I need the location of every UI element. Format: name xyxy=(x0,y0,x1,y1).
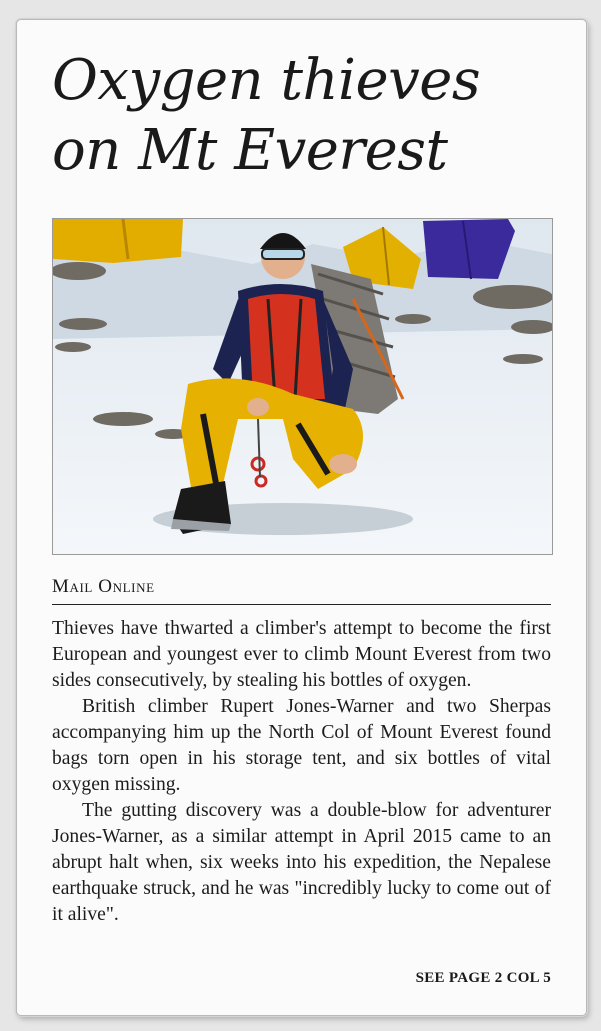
article-source: Mail Online xyxy=(52,576,155,597)
continuation-note: SEE PAGE 2 COL 5 xyxy=(415,970,551,986)
headline-line-1: Oxygen thieves xyxy=(52,48,481,113)
article-paragraph-1: Thieves have thwarted a climber's attempt to become the first European and youngest ever to climb Mount Everest from two sides consecutively, by stealing his bottles of oxygen. xyxy=(52,618,551,691)
headline-line-2: on Mt Everest xyxy=(52,118,448,183)
source-divider xyxy=(52,604,551,605)
article-paragraph-3: The gutting discovery was a double-blow for adventurer Jones-Warner, as a similar attempt in April 2015 came to an abrupt halt when, six weeks into his expedition, the Nepalese earthquake struck, and he was "incredibly lucky to come out of it alive". xyxy=(52,800,551,925)
headline xyxy=(52,46,562,186)
climber-illustration xyxy=(53,219,552,554)
article-body xyxy=(52,616,551,928)
article-paragraph-2: British climber Rupert Jones-Warner and two Sherpas accompanying him up the North Col of Mount Everest found bags torn open in his storage tent, and six bottles of vital oxygen missing. xyxy=(52,696,551,795)
climber-photo xyxy=(52,218,553,555)
